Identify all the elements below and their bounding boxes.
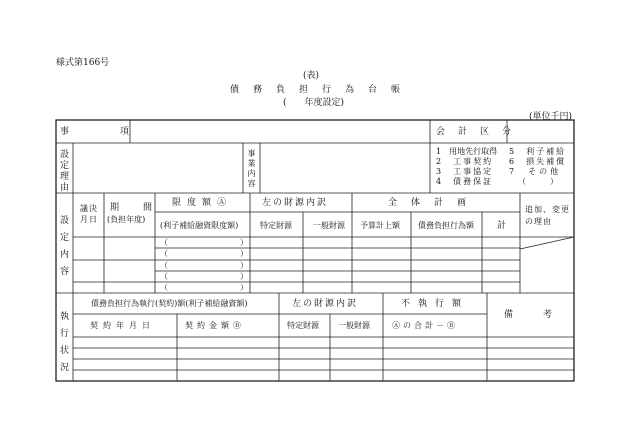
shikko-ippan-label: 一般財源 bbox=[338, 321, 370, 330]
jigyo-naiyo-label: 事業内容 bbox=[247, 149, 256, 188]
paren-row-1: （ ） bbox=[160, 238, 248, 247]
kaikei-kubun-label: 会 計 区 分 bbox=[436, 127, 514, 137]
jiko-label: 事 項 bbox=[60, 127, 133, 137]
paren-row-3: （ ） bbox=[160, 261, 248, 270]
year-label: ( 年度設定) bbox=[283, 98, 345, 108]
biko-label: 備 考 bbox=[504, 310, 557, 320]
shikko-jokyo-label: 執行状況 bbox=[59, 312, 69, 373]
keiyaku-kingaku-label: 契約金額Ⓑ bbox=[185, 321, 245, 330]
shikko-header: 債務負担行為執行(契約)額(利子補給融資額) bbox=[91, 299, 248, 308]
fushikko-formula: Ⓐの合計－Ⓑ bbox=[392, 321, 458, 330]
category-8: （ ） bbox=[518, 177, 558, 186]
settei-riyu-label: 設定理由 bbox=[59, 150, 69, 193]
saimu-futan-label: 債務負担行為額 bbox=[418, 221, 474, 230]
yosan-keijo-label: 予算計上額 bbox=[360, 221, 400, 230]
category-7: 7 その他 bbox=[509, 167, 562, 176]
kei-label: 計 bbox=[497, 221, 507, 231]
unit-label: (単位千円) bbox=[529, 112, 573, 122]
omote-label: (表) bbox=[303, 71, 320, 81]
paren-row-4: （ ） bbox=[160, 272, 248, 281]
shikko-zaigen-header: 左の財源内訳 bbox=[292, 299, 359, 309]
category-1: 1 用地先行取得 bbox=[436, 147, 498, 156]
ippan-zaigen-label: 一般財源 bbox=[313, 221, 345, 230]
gendo-sub-label: (利子補給融資限度額) bbox=[160, 221, 239, 230]
settei-naiyo-label: 設定内容 bbox=[59, 216, 69, 277]
zaigen-header: 左の財源内訳 bbox=[262, 198, 329, 208]
shikko-tokutei-label: 特定財源 bbox=[287, 321, 319, 330]
tsuika-henko-label: 追加、変更の理由 bbox=[525, 205, 570, 226]
form-number: 様式第166号 bbox=[56, 58, 110, 68]
giketsu-label: 議決月日 bbox=[80, 204, 98, 224]
zentai-keikaku-header: 全体計画 bbox=[388, 198, 481, 208]
category-4: 4 債務保証 bbox=[436, 177, 494, 186]
fushikko-header: 不執行額 bbox=[401, 299, 470, 309]
category-3: 3 工事協定 bbox=[436, 167, 494, 176]
category-2: 2 工事契約 bbox=[436, 157, 494, 166]
kikan-label: 期 間 bbox=[110, 203, 155, 213]
category-5: 5 利子補給 bbox=[509, 147, 567, 156]
keiyaku-date-label: 契約年月日 bbox=[90, 321, 155, 330]
kikan-sub-label: (負担年度) bbox=[107, 215, 146, 224]
paren-row-2: （ ） bbox=[160, 249, 248, 258]
page-title: 債務負担行為台帳 bbox=[230, 85, 415, 95]
category-6: 6 損失補償 bbox=[509, 157, 567, 166]
gendo-label: 限度額Ⓐ bbox=[172, 198, 233, 208]
paren-row-5: （ ） bbox=[160, 283, 248, 292]
tokutei-zaigen-label: 特定財源 bbox=[260, 221, 292, 230]
